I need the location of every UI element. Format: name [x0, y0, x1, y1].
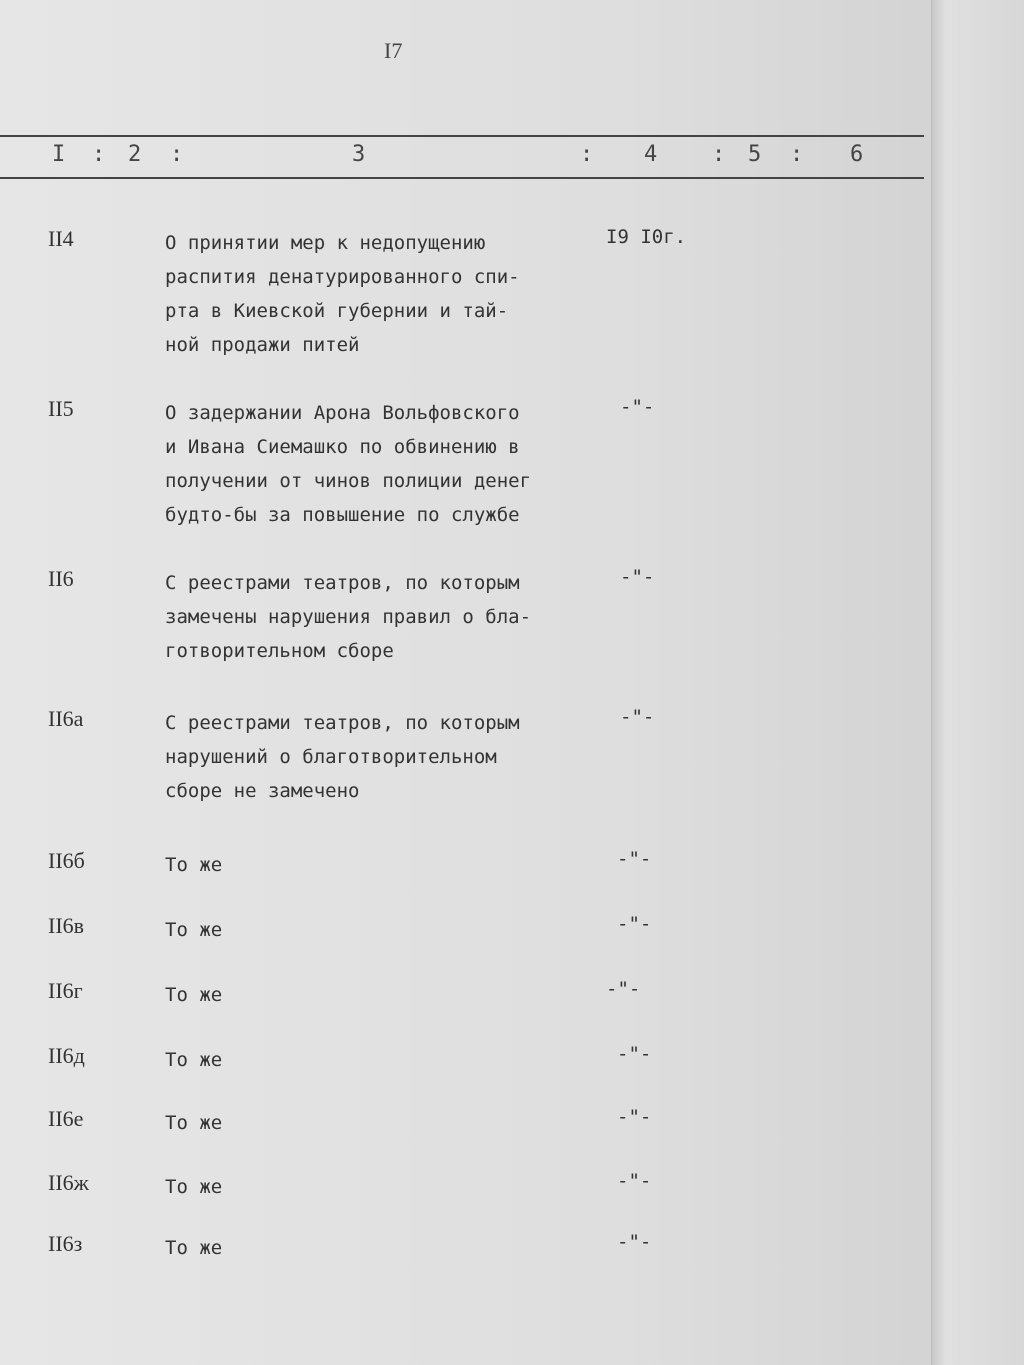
item-date: -"- — [617, 1043, 652, 1065]
item-date: -"- — [606, 978, 641, 1000]
item-number: II6з — [48, 1231, 83, 1256]
item-number: II6е — [48, 1106, 84, 1131]
header-separator: : — [92, 142, 106, 167]
next-page-edge — [931, 0, 1024, 1365]
item-number: II6 — [48, 566, 74, 591]
item-title: То же — [165, 854, 223, 876]
item-date: -"- — [620, 706, 655, 728]
header-separator: : — [790, 142, 804, 167]
header-bottom-rule — [0, 177, 924, 179]
item-title: С реестрами театров, по которым замечены нарушения правил о бла- готворительном сборе — [165, 572, 532, 662]
item-date: -"- — [617, 1170, 652, 1192]
header-separator: : — [712, 142, 726, 167]
item-title: О принятии мер к недопущению распития денатурированного спи- рта в Киевской губернии и тай- ной продажи питей — [165, 232, 520, 356]
item-date: -"- — [617, 913, 652, 935]
item-number: II6г — [48, 978, 83, 1003]
item-number: II4 — [48, 226, 74, 251]
header-col-5: 5 — [748, 142, 762, 167]
item-title: О задержании Арона Вольфовского и Ивана Сиемашко по обвинению в получении от чинов полиции денег будто-бы за повышение по службе — [165, 402, 532, 526]
header-col-4: 4 — [644, 142, 658, 167]
item-title: То же — [165, 1049, 223, 1071]
item-title: То же — [165, 984, 223, 1006]
item-title: То же — [165, 1112, 223, 1134]
item-date: -"- — [617, 1231, 652, 1253]
header-col-6: 6 — [850, 142, 864, 167]
item-number: II6ж — [48, 1170, 89, 1195]
item-number: II6а — [48, 706, 84, 731]
header-top-rule — [0, 135, 924, 137]
item-title: С реестрами театров, по которым нарушений о благотворительном сборе не замечено — [165, 712, 520, 802]
header-col-1: I — [52, 142, 66, 167]
item-number: II6д — [48, 1043, 85, 1068]
item-date: -"- — [617, 1106, 652, 1128]
item-date: I9 I0г. — [606, 226, 687, 248]
header-separator: : — [170, 142, 184, 167]
page-number: I7 — [384, 38, 403, 63]
column-header — [0, 142, 924, 176]
item-title: То же — [165, 1237, 223, 1259]
item-date: -"- — [617, 848, 652, 870]
header-separator: : — [580, 142, 594, 167]
header-col-3: 3 — [352, 142, 366, 167]
item-number: II5 — [48, 396, 74, 421]
item-title: То же — [165, 919, 223, 941]
header-col-2: 2 — [128, 142, 142, 167]
item-number: II6в — [48, 913, 85, 938]
item-number: II6б — [48, 848, 85, 873]
item-date: -"- — [620, 396, 655, 418]
item-date: -"- — [620, 566, 655, 588]
item-title: То же — [165, 1176, 223, 1198]
